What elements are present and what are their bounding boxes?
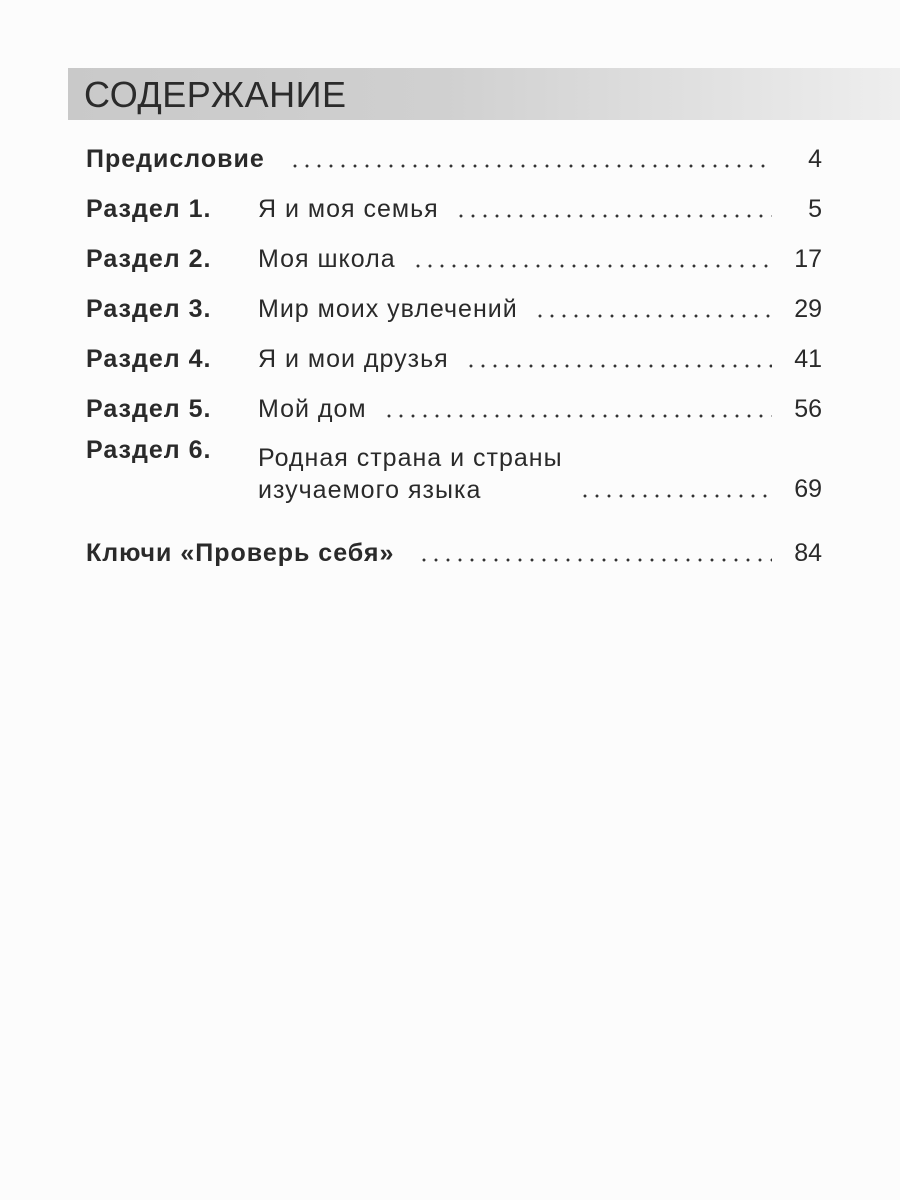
toc-page-number: 5 — [808, 195, 822, 223]
dot-leader — [579, 494, 772, 498]
toc-entry-label: Раздел 2. — [86, 245, 212, 273]
dot-leader — [289, 164, 772, 168]
page-title: СОДЕРЖАНИЕ — [84, 74, 347, 115]
dot-leader — [465, 364, 772, 368]
toc-page-number: 29 — [794, 295, 822, 323]
toc-entry-title-line-2: изучаемого языка — [258, 476, 482, 504]
toc-entry-title: Мой дом — [258, 395, 367, 423]
toc-page-number: 56 — [794, 395, 822, 423]
toc-page-number: 41 — [794, 345, 822, 373]
toc-page-number: 17 — [794, 245, 822, 273]
toc-entry-label: Раздел 5. — [86, 395, 212, 423]
dot-leader — [534, 314, 772, 318]
toc-entry-section-6[interactable] — [86, 430, 822, 510]
toc-entry-label: Раздел 4. — [86, 345, 212, 373]
toc-page-number: 84 — [794, 539, 822, 567]
toc-entry-section-4[interactable] — [86, 330, 822, 380]
toc-entry-label: Раздел 3. — [86, 295, 212, 323]
toc-entry-section-1[interactable] — [86, 180, 822, 230]
toc-entry-label: Предисловие — [86, 145, 265, 173]
toc-page-number: 69 — [794, 475, 822, 503]
toc-entry-title: Я и мои друзья — [258, 345, 449, 373]
toc-page-number: 4 — [808, 145, 822, 173]
toc-entry-section-2[interactable] — [86, 230, 822, 280]
toc-entry-label: Раздел 1. — [86, 195, 212, 223]
dot-leader — [418, 558, 772, 562]
toc-entry-label: Раздел 6. — [86, 436, 212, 464]
toc-entry-preface[interactable] — [86, 130, 822, 180]
toc-entry-title: Мир моих увлечений — [258, 295, 518, 323]
toc-entry-title-line-1: Родная страна и страны — [258, 444, 563, 472]
table-of-contents — [86, 130, 822, 574]
dot-leader — [455, 214, 772, 218]
dot-leader — [383, 414, 772, 418]
toc-entry-answer-keys[interactable] — [86, 524, 822, 574]
toc-entry-section-3[interactable] — [86, 280, 822, 330]
dot-leader — [412, 264, 772, 268]
title-bar — [68, 68, 900, 120]
toc-entry-title: Я и моя семья — [258, 195, 439, 223]
toc-entry-label: Ключи «Проверь себя» — [86, 539, 395, 567]
spacer — [86, 510, 822, 524]
toc-entry-section-5[interactable] — [86, 380, 822, 430]
toc-entry-title: Моя школа — [258, 245, 396, 273]
toc-entry-title — [258, 442, 563, 510]
